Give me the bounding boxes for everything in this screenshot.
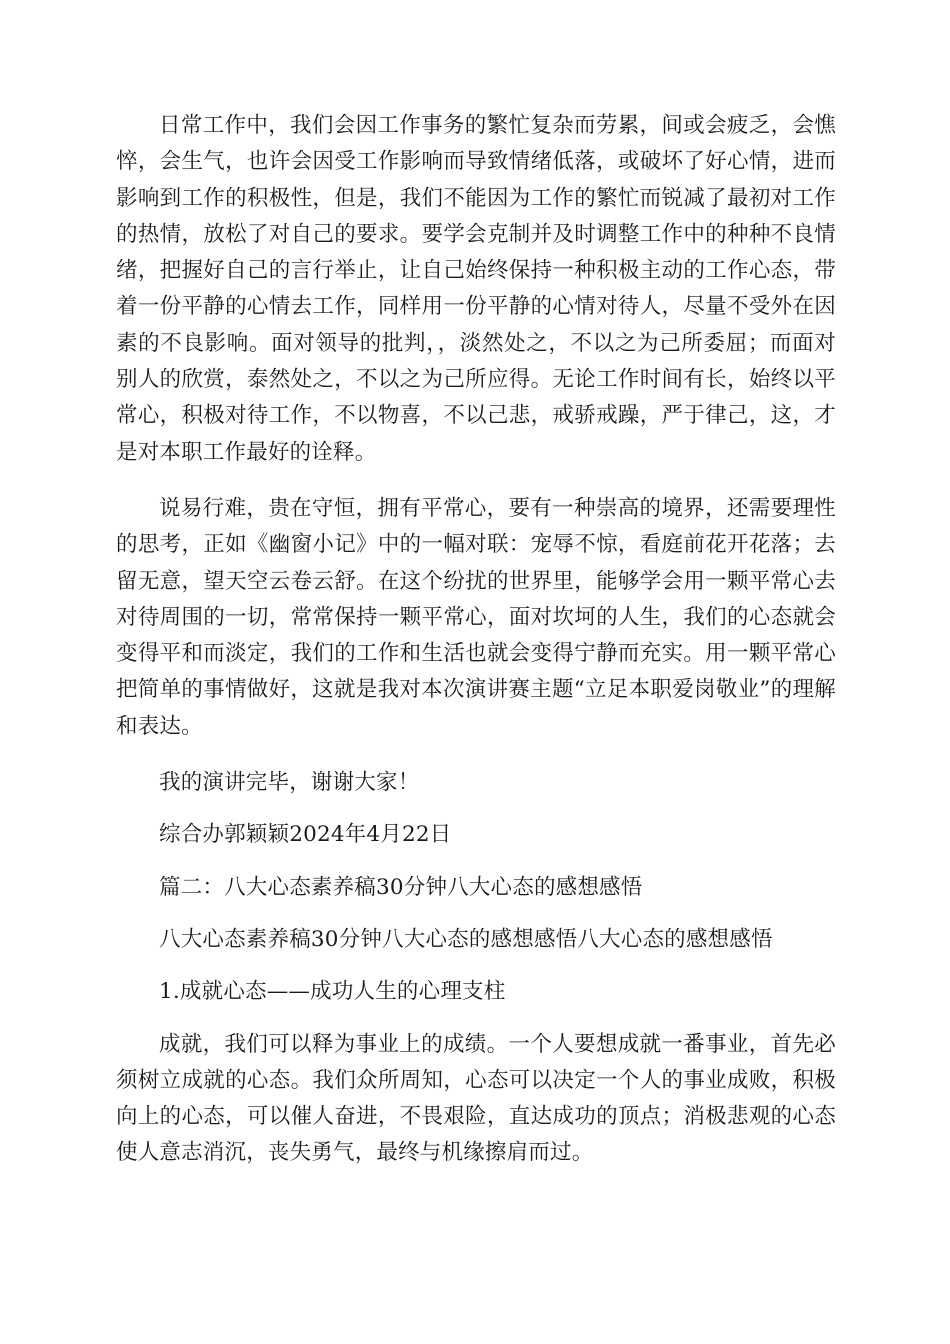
paragraph-work-attitude: 日常工作中，我们会因工作事务的繁忙复杂而劳累，间或会疲乏，会憔悴，会生气，也许会因受工作影响而导致情绪低落，或破坏了好心情，进而影响到工作的积极性，但是，我们不能因为工作的繁忙而锐减了最初对工作的热情，放松了对自己的要求。要学会克制并及时调整工作中的种种不良情绪，把握好自己的言行举止，让自己始终保持一种积极主动的工作心态，带着一份平静的心情去工作，同样用一份平静的心情对待人，尽量不受外在因素的不良影响。面对领导的批判，，淡然处之，不以之为己所委屈；而面对别人的欣赏，泰然处之，不以之为己所应得。无论工作时间有长，始终以平常心，积极对待工作，不以物喜，不以己悲，戒骄戒躁，严于律己，这，才是对本职工作最好的诠释。 — [116, 113, 836, 465]
speech-closing: 我的演讲完毕，谢谢大家！ — [159, 770, 420, 796]
document-page — [116, 108, 836, 1172]
item-heading: 1.成就心态——成功人生的心理支柱 — [159, 979, 506, 1005]
paragraph-ordinary-heart: 说易行难，贵在守恒，拥有平常心，要有一种崇高的境界，还需要理性的思考，正如《幽窗小记》中的一幅对联：宠辱不惊，看庭前花开花落；去留无意，望天空云卷云舒。在这个纷扰的世界里，能够学会用一颗平常心去对待周围的一切，常常保持一颗平常心，面对坎坷的人生，我们的心态就会变得平和而淡定，我们的工作和生活也就会变得宁静而充实。用一颗平常心把简单的事情做好，这就是我对本次演讲赛主题“立足本职爱岗敬业”的理解和表达。 — [116, 495, 836, 739]
paragraph-achievement: 成就，我们可以释为事业上的成绩。一个人要想成就一番事业，首先必须树立成就的心态。我们众所周知，心态可以决定一个人的事业成败，积极向上的心态，可以催人奋进，不畏艰险，直达成功的顶点；消极悲观的心态使人意志消沉，丧失勇气，最终与机缘擦肩而过。 — [116, 1031, 836, 1166]
section-subtitle: 八大心态素养稿30分钟八大心态的感想感悟八大心态的感想感悟 — [159, 926, 773, 952]
signature-date: 综合办郭颖颖2024年4月22日 — [159, 822, 452, 848]
section-title: 篇二：八大心态素养稿30分钟八大心态的感想感悟 — [159, 874, 643, 900]
